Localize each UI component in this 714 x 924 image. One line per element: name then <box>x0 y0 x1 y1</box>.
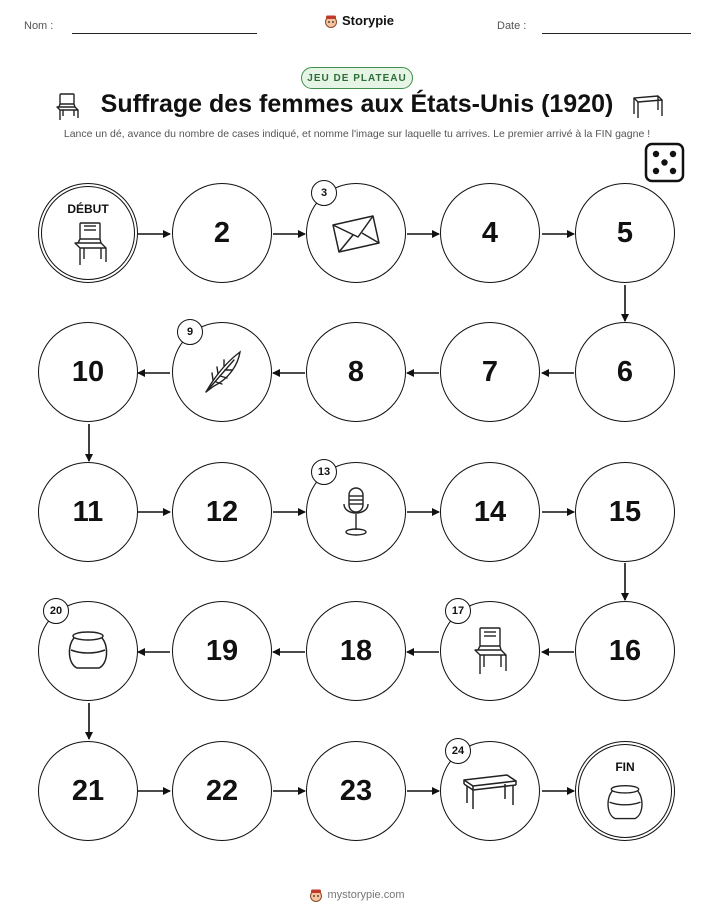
footer <box>0 888 714 902</box>
board-cell-picture <box>440 601 540 701</box>
date-label: Date : <box>497 20 527 32</box>
cell-number-badge: 17 <box>445 598 471 624</box>
game-type-badge: JEU DE PLATEAU <box>301 67 413 89</box>
cell-number: 18 <box>339 634 373 667</box>
board-cell <box>575 183 675 283</box>
board-cell <box>306 601 406 701</box>
footer-url[interactable]: mystorypie.com <box>327 889 405 901</box>
cell-number: 19 <box>205 634 239 667</box>
board-cell <box>172 601 272 701</box>
cell-number: 12 <box>205 495 239 528</box>
board-cell-picture <box>306 462 406 562</box>
board-cell-picture <box>306 183 406 283</box>
cell-number: 21 <box>71 774 105 807</box>
chair-icon <box>470 626 510 676</box>
feather-quill-icon <box>200 348 244 396</box>
end-label: FIN <box>615 760 635 774</box>
board-cell <box>575 322 675 422</box>
board-cell-end <box>575 741 675 841</box>
board-cell <box>38 322 138 422</box>
board-cell <box>38 462 138 562</box>
board-cell <box>575 462 675 562</box>
table-icon <box>461 771 519 811</box>
storypie-mascot-icon <box>309 888 323 902</box>
board-cell <box>38 741 138 841</box>
brand-name: Storypie <box>342 13 395 28</box>
chair-icon <box>70 221 110 267</box>
cell-number: 15 <box>608 495 642 528</box>
cell-number: 8 <box>347 355 365 388</box>
board-cell <box>440 183 540 283</box>
cell-number: 16 <box>608 634 642 667</box>
microphone-icon <box>339 486 373 538</box>
board-cell <box>172 741 272 841</box>
cell-number: 6 <box>616 355 634 388</box>
instructions: Lance un dé, avance du nombre de cases indiqué, et nomme l'image sur laquelle tu arrives. Le premier arrivé à la FIN gagne ! <box>63 128 651 140</box>
board-cell <box>440 322 540 422</box>
board-cell <box>440 462 540 562</box>
board-cell <box>575 601 675 701</box>
board-cell <box>172 462 272 562</box>
cell-number: 7 <box>481 355 499 388</box>
cell-number-badge: 24 <box>445 738 471 764</box>
cell-number: 2 <box>213 216 231 249</box>
board-cell <box>306 322 406 422</box>
page-title: Suffrage des femmes aux États-Unis (1920) <box>100 90 614 118</box>
cell-number: 22 <box>205 774 239 807</box>
envelope-icon <box>329 213 383 253</box>
cell-number: 23 <box>339 774 373 807</box>
cell-number-badge: 9 <box>177 319 203 345</box>
board-cell <box>306 741 406 841</box>
cell-number-badge: 3 <box>311 180 337 206</box>
name-label: Nom : <box>24 20 54 32</box>
board-cell-picture <box>172 322 272 422</box>
cell-number-badge: 13 <box>311 459 337 485</box>
board-cell-picture <box>38 601 138 701</box>
board-cell-picture <box>440 741 540 841</box>
cell-number: 14 <box>473 495 507 528</box>
board-cell-start <box>38 183 138 283</box>
pot-icon <box>604 783 646 823</box>
cell-number: 11 <box>72 495 104 528</box>
board-cell <box>172 183 272 283</box>
cell-number: 10 <box>71 355 105 388</box>
cell-number-badge: 20 <box>43 598 69 624</box>
start-label: DÉBUT <box>67 202 109 216</box>
cell-number: 4 <box>481 216 499 249</box>
pot-icon <box>65 630 111 672</box>
cell-number: 5 <box>616 216 634 249</box>
